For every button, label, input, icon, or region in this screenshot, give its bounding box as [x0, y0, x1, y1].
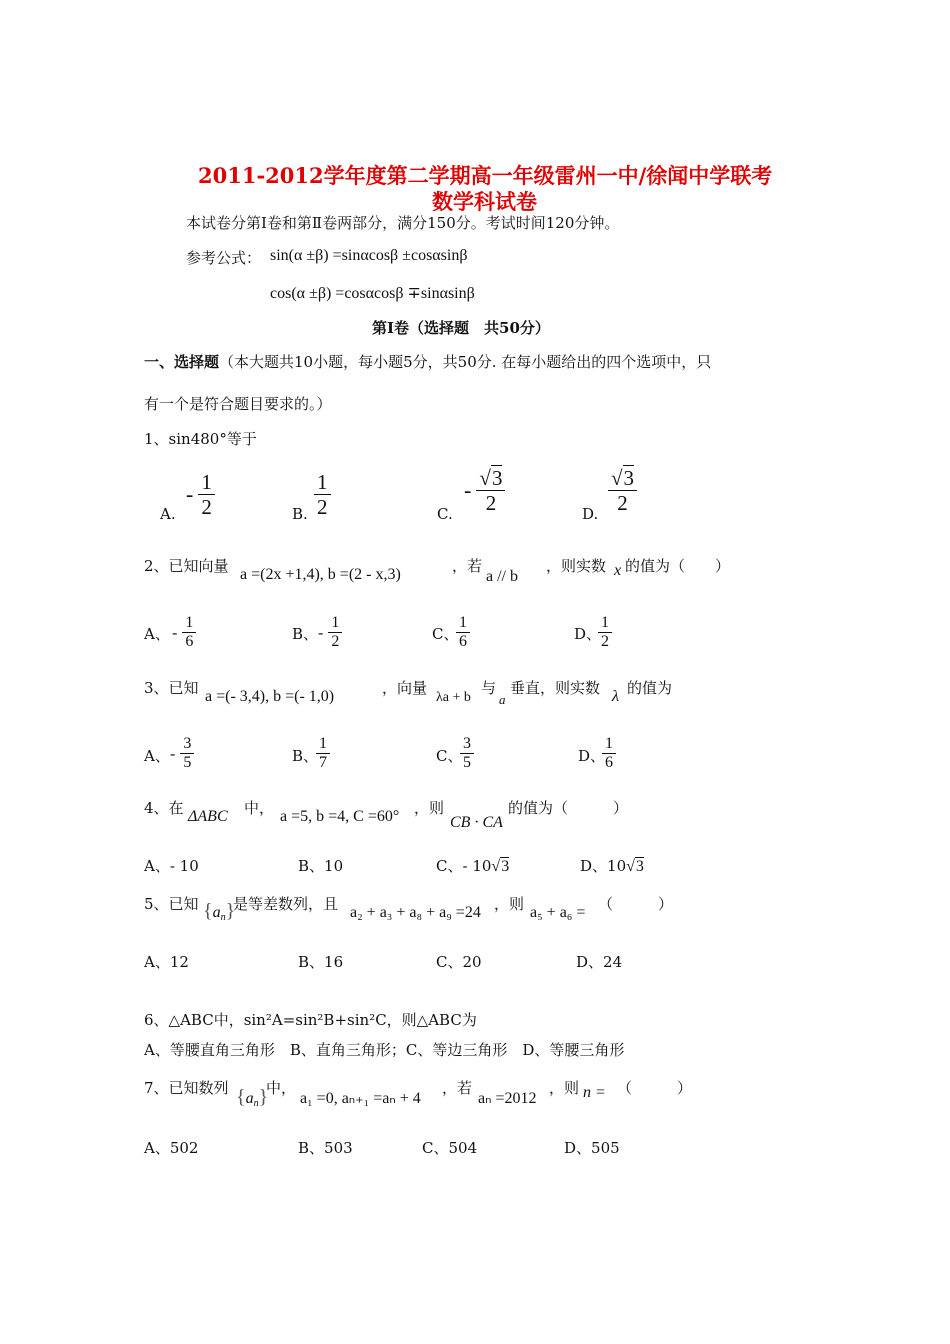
- q2-option-d-label: D、: [574, 625, 602, 643]
- numerator: 1: [316, 735, 330, 754]
- q5-prefix: 5、已知: [144, 895, 199, 913]
- fraction: [460, 735, 474, 773]
- q7-option-b: B、503: [298, 1139, 353, 1157]
- q4-prefix: 4、在: [144, 799, 184, 817]
- q5-then: ，则: [494, 895, 525, 913]
- q3-with: 与: [481, 679, 497, 697]
- exam-title-line2: 数学科试卷: [432, 189, 537, 214]
- q1-option-d: [608, 466, 637, 515]
- denominator: 6: [459, 633, 467, 651]
- seq-subscript: n: [220, 912, 226, 923]
- q7-option-d: D、505: [564, 1139, 620, 1157]
- q2-prefix: 2、已知向量: [144, 557, 229, 575]
- radicand: 3: [501, 858, 510, 875]
- q3-end: 的值为: [627, 679, 673, 697]
- radicand: 3: [491, 466, 503, 490]
- q3-expression: λa + b: [436, 690, 471, 705]
- q4-option-a: A、- 10: [144, 857, 199, 875]
- q3-option-b: [316, 735, 330, 773]
- q3-option-b-label: B、: [292, 747, 319, 765]
- seq-symbol: a: [245, 1090, 254, 1107]
- q1-option-a-label: A.: [160, 505, 176, 523]
- denominator: 2: [317, 495, 328, 520]
- q3-option-a: [170, 735, 194, 773]
- q3-variable: λ: [612, 688, 619, 705]
- q4-then: ，则: [414, 799, 445, 817]
- fraction: [182, 614, 196, 652]
- q3-formula: a =(- 3,4), b =(- 1,0): [205, 688, 335, 705]
- fraction: [316, 735, 330, 773]
- numerator: 1: [198, 470, 215, 495]
- instruction-line2: 有一个是符合题目要求的。）: [144, 395, 332, 413]
- q7-then: ，则: [549, 1079, 580, 1097]
- q2-end: 的值为（ ）: [625, 557, 731, 575]
- formula-sin: sin(α ±β) =sinαcosβ ±cosαsinβ: [270, 247, 468, 264]
- q3-option-a-label: A、: [144, 747, 170, 765]
- exam-title-line1: 2011-2012学年度第二学期高一年级雷州一中/徐闻中学联考: [198, 163, 773, 188]
- q3-vector-a: a: [499, 692, 506, 707]
- formula-label: 参考公式：: [186, 249, 262, 267]
- q2-option-c-label: C、: [432, 625, 459, 643]
- option-text: C、- 10: [436, 857, 492, 875]
- option-text: D、10: [580, 857, 627, 875]
- q2-option-a-label: A、: [144, 625, 170, 643]
- q2-mid: ，若: [452, 557, 483, 575]
- minus-sign: -: [170, 745, 176, 763]
- q6-stem: 6、△ABC中，sin²A=sin²B+sin²C，则△ABC为: [144, 1011, 477, 1029]
- section-title: 第Ⅰ卷（选择题 共50分）: [372, 319, 550, 337]
- minus-sign: -: [318, 624, 324, 642]
- q2-suffix: ，则实数: [546, 557, 607, 575]
- fraction: [328, 614, 342, 652]
- denominator: 2: [617, 491, 628, 516]
- fraction: [598, 614, 612, 652]
- instruction-text: （本大题共10小题，每小题5分，共50分. 在每小题给出的四个选项中，只: [219, 353, 712, 371]
- q3-option-d-label: D、: [578, 747, 606, 765]
- minus-sign: -: [464, 477, 472, 503]
- q7-condition: a₁ =0, aₙ₊₁ =aₙ + 4: [300, 1090, 421, 1107]
- radicand: 3: [623, 466, 635, 490]
- q3-perp: 垂直，则实数: [510, 679, 601, 697]
- numerator: 1: [182, 614, 196, 633]
- fraction: [198, 470, 215, 519]
- q4-option-b: B、10: [298, 857, 344, 875]
- q5-end: （ ）: [598, 895, 674, 913]
- denominator: 6: [185, 633, 194, 651]
- q1-option-c: [464, 466, 505, 515]
- q6-options: A、等腰直角三角形 B、直角三角形；C、等边三角形 D、等腰三角形: [144, 1041, 625, 1059]
- denominator: 2: [201, 495, 212, 520]
- q3-mid: ，向量: [382, 679, 428, 697]
- section-label: 一、选择题: [144, 353, 220, 371]
- fraction: [476, 466, 505, 515]
- fraction: [602, 735, 616, 773]
- q7-prefix: 7、已知数列: [144, 1079, 229, 1097]
- q5-mid: 是等差数列，且: [233, 895, 339, 913]
- q7-condition2: aₙ =2012: [478, 1090, 537, 1107]
- radicand: 3: [635, 858, 644, 875]
- q2-option-d: [598, 614, 612, 652]
- denominator: 5: [463, 754, 471, 772]
- numerator: 1: [456, 614, 470, 633]
- instruction-line1: [144, 352, 711, 372]
- q5-option-a: A、12: [144, 953, 189, 971]
- q2-condition: a // b: [486, 568, 518, 585]
- q3-prefix: 3、已知: [144, 679, 199, 697]
- seq-subscript: n: [253, 1098, 259, 1109]
- q1-option-b: [314, 470, 331, 519]
- denominator: 2: [601, 633, 609, 651]
- q7-option-c: C、504: [422, 1139, 478, 1157]
- q5-option-d: D、24: [576, 953, 623, 971]
- q3-option-c-label: C、: [436, 747, 463, 765]
- q7-sequence: $\{a_n\}$: [236, 1086, 269, 1109]
- q4-triangle: ΔABC: [188, 808, 228, 825]
- denominator: 2: [485, 491, 497, 516]
- q7-end: （ ）: [617, 1079, 693, 1097]
- q7-if: ，若: [442, 1079, 473, 1097]
- seq-symbol: a: [212, 904, 221, 921]
- q2-option-a: [172, 614, 196, 652]
- formula-cos: cos(α ±β) =cosαcosβ ∓sinαsinβ: [270, 285, 475, 302]
- minus-sign: -: [172, 624, 178, 642]
- fraction: [608, 466, 637, 515]
- q4-end: 的值为（ ）: [508, 799, 629, 817]
- q4-expression: CB · CA: [450, 814, 503, 831]
- q3-option-d: [602, 735, 616, 773]
- fraction: [180, 735, 194, 773]
- q2-option-c: [456, 614, 470, 652]
- numerator: 1: [598, 614, 612, 633]
- numerator: 3: [460, 735, 474, 754]
- denominator: 2: [331, 633, 340, 651]
- q2-option-b: [318, 614, 342, 652]
- numerator: 1: [314, 470, 331, 495]
- denominator: 6: [605, 754, 613, 772]
- q2-variable: x: [614, 562, 622, 579]
- q5-option-c: C、20: [436, 953, 482, 971]
- q3-option-c: [460, 735, 474, 773]
- q5-sequence: $\{a_n\}$: [203, 900, 236, 923]
- fraction: [456, 614, 470, 652]
- fraction: [314, 470, 331, 519]
- numerator: √3: [608, 466, 637, 491]
- q2-option-b-label: B、: [292, 625, 319, 643]
- q5-option-b: B、16: [298, 953, 344, 971]
- q4-condition: a =5, b =4, C =60°: [280, 808, 400, 825]
- intro-text: 本试卷分第Ⅰ卷和第Ⅱ卷两部分，满分150分。考试时间120分钟。: [186, 214, 620, 232]
- q4-zhong: 中，: [244, 799, 275, 817]
- numerator: √3: [476, 466, 505, 491]
- numerator: 1: [328, 614, 342, 633]
- q2-formula: a =(2x +1,4), b =(2 - x,3): [240, 566, 401, 583]
- q1-option-c-label: C.: [437, 505, 453, 523]
- q1-option-d-label: D.: [582, 505, 599, 523]
- numerator: 3: [180, 735, 194, 754]
- q5-condition: a₂ + a₃ + a₈ + a₉ =24: [350, 904, 481, 921]
- q7-zhong: 中，: [266, 1079, 297, 1097]
- q1-option-b-label: B.: [292, 505, 308, 523]
- q4-option-c: C、- 10√3: [436, 857, 510, 875]
- minus-sign: -: [186, 481, 194, 507]
- q1-option-a: [186, 470, 215, 519]
- denominator: 7: [319, 754, 327, 772]
- q4-option-d: D、10√3: [580, 857, 644, 875]
- q7-option-a: A、502: [144, 1139, 199, 1157]
- denominator: 5: [183, 754, 192, 772]
- numerator: 1: [602, 735, 616, 754]
- q1-stem: 1、sin480°等于: [144, 430, 257, 448]
- q5-ask: a₅ + a₆ =: [530, 904, 586, 921]
- q7-ask: n =: [583, 1084, 606, 1101]
